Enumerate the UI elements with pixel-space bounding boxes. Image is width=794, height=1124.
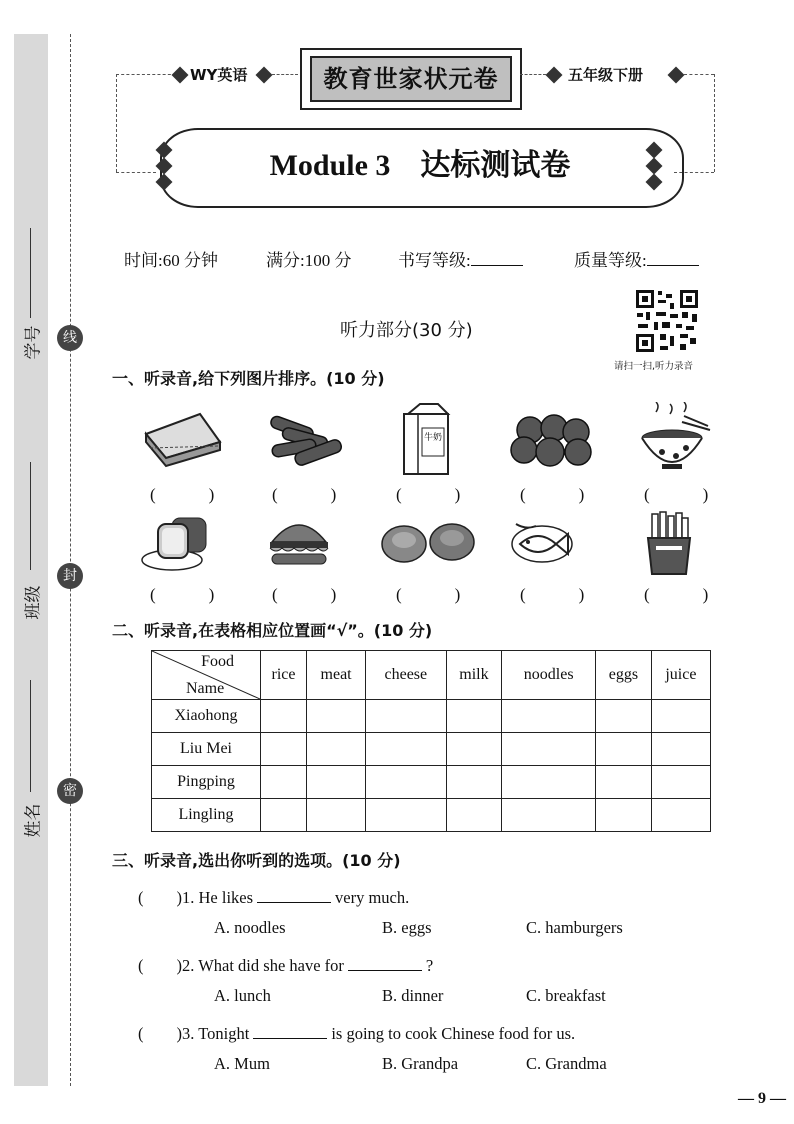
q1-option-b[interactable]: B. eggs [382,918,432,937]
question-2-tail: ? [425,956,434,975]
row-header: Lingling [152,799,261,832]
meatballs-icon [508,412,598,475]
diamond-icon [546,67,563,84]
full-marks-info: 满分:100 分 [266,251,352,270]
answer-cell[interactable] [446,766,502,799]
quality-grade-blank[interactable] [647,251,699,266]
diamond-icon [256,67,273,84]
q3-option-a[interactable]: A. Mum [214,1054,270,1073]
question-3-text: 3. Tonight [182,1024,250,1043]
answer-cell[interactable] [307,733,366,766]
bread-icon [140,510,220,579]
qr-code-icon[interactable] [634,288,700,359]
header-dash-left [116,74,176,75]
answer-paren-3[interactable]: ( ) [396,485,479,504]
answer-cell[interactable] [366,766,446,799]
column-header: eggs [595,651,651,700]
answer-paren-9[interactable]: ( ) [520,585,603,604]
binding-strip [14,34,48,1086]
answer-cell[interactable] [651,799,710,832]
answer-paren-q3[interactable]: ( ) [138,1024,182,1043]
name-line [30,680,31,792]
answer-cell[interactable] [446,700,502,733]
page-number: — 9 — [738,1090,786,1107]
q1-option-a[interactable]: A. noodles [214,918,286,937]
table-row [152,799,711,832]
seal-seal-mark: 封 [57,563,83,589]
answer-paren-1[interactable]: ( ) [150,485,233,504]
class-line [30,462,31,570]
answer-cell[interactable] [446,799,502,832]
blank-q2[interactable] [348,958,422,971]
answer-cell[interactable] [651,700,710,733]
answer-paren-10[interactable]: ( ) [644,585,727,604]
answer-paren-2[interactable]: ( ) [272,485,355,504]
question-3-tail: is going to cook Chinese food for us. [331,1024,576,1043]
name-label: 姓名 [23,803,44,838]
answer-cell[interactable] [307,766,366,799]
column-header: rice [261,651,307,700]
answer-cell[interactable] [366,733,446,766]
answer-cell[interactable] [366,700,446,733]
answer-paren-4[interactable]: ( ) [520,485,603,504]
buns-icon [380,518,476,573]
listening-heading: 听力部分(30 分) [340,320,473,341]
answer-cell[interactable] [595,733,651,766]
section-2-title: 二、听录音,在表格相应位置画“√”。(10 分) [112,621,433,640]
food-table [151,650,711,832]
blank-q1[interactable] [257,890,331,903]
section-1-title: 一、听录音,给下列图片排序。(10 分) [112,369,385,388]
row-header: Xiaohong [152,700,261,733]
corner-food-label: Food [201,653,234,670]
answer-cell[interactable] [502,733,596,766]
milk-label: 牛奶 [423,433,443,443]
answer-paren-q2[interactable]: ( ) [138,956,182,975]
blank-q3[interactable] [253,1026,327,1039]
header-dash-right-v [714,74,715,172]
question-1 [138,884,409,908]
column-header: noodles [502,651,596,700]
table-row [152,766,711,799]
q2-option-c[interactable]: C. breakfast [526,986,606,1005]
class-label: 班级 [23,585,44,620]
q2-option-a[interactable]: A. lunch [214,986,271,1005]
sandwich-icon [140,408,226,475]
answer-cell[interactable] [261,766,307,799]
q1-option-c[interactable]: C. hamburgers [526,918,623,937]
q3-option-c[interactable]: C. Grandma [526,1054,607,1073]
noodles-bowl-icon [636,402,712,479]
seal-line-mark: 线 [57,325,83,351]
milk-carton-icon [398,400,454,483]
answer-cell[interactable] [595,799,651,832]
qr-caption: 请扫一扫,听力录音 [614,361,694,372]
answer-cell[interactable] [651,733,710,766]
row-header: Liu Mei [152,733,261,766]
header-dash-right [684,74,714,75]
column-header: juice [651,651,710,700]
table-row [152,733,711,766]
answer-paren-5[interactable]: ( ) [644,485,727,504]
table-corner-cell [152,651,261,700]
corner-name-label: Name [186,680,225,697]
page-title: Module 3 达标测试卷 [269,149,571,182]
quality-grade-label: 质量等级: [574,251,647,270]
hamburger-icon [266,514,332,577]
answer-cell[interactable] [595,700,651,733]
header-dash-left-b [116,172,156,173]
answer-cell[interactable] [261,700,307,733]
answer-paren-7[interactable]: ( ) [272,585,355,604]
column-header: meat [307,651,366,700]
answer-cell[interactable] [307,799,366,832]
table-header-row [152,651,711,700]
row-header: Pingping [152,766,261,799]
cut-line [70,34,71,1086]
answer-cell[interactable] [502,700,596,733]
brand-title: 教育世家状元卷 [310,56,512,102]
time-info: 时间:60 分钟 [124,251,218,270]
diamond-icon [668,67,685,84]
series-tag: WY英语 [190,66,248,84]
grade-tag: 五年级下册 [568,66,644,84]
sausages-icon [264,410,350,477]
column-header: cheese [366,651,446,700]
question-1-tail: very much. [335,888,410,907]
student-no-line [30,228,31,318]
answer-cell[interactable] [651,766,710,799]
answer-cell[interactable] [595,766,651,799]
answer-cell[interactable] [502,766,596,799]
question-2-text: 2. What did she have for [182,956,344,975]
answer-cell[interactable] [307,700,366,733]
answer-cell[interactable] [502,799,596,832]
french-fries-icon [644,510,694,581]
question-3 [138,1020,575,1044]
writing-grade-blank[interactable] [471,251,523,266]
answer-paren-6[interactable]: ( ) [150,585,233,604]
fish-icon [506,514,576,575]
writing-grade [398,246,523,271]
table-row [152,700,711,733]
student-no-label: 学号 [23,325,44,360]
answer-paren-q1[interactable]: ( ) [138,888,182,907]
header-dash [520,74,546,75]
seal-secret-mark: 密 [57,778,83,804]
header-dash-left-v [116,74,117,172]
answer-cell[interactable] [261,799,307,832]
writing-grade-label: 书写等级: [398,251,471,270]
q2-option-b[interactable]: B. dinner [382,986,444,1005]
answer-cell[interactable] [366,799,446,832]
section-3-title: 三、听录音,选出你听到的选项。(10 分) [112,851,401,870]
answer-paren-8[interactable]: ( ) [396,585,479,604]
answer-cell[interactable] [261,733,307,766]
question-2 [138,952,433,976]
column-header: milk [446,651,502,700]
quality-grade [574,246,699,271]
diamond-icon [172,67,189,84]
q3-option-b[interactable]: B. Grandpa [382,1054,459,1073]
question-1-text: 1. He likes [182,888,254,907]
header-dash [272,74,298,75]
answer-cell[interactable] [446,733,502,766]
